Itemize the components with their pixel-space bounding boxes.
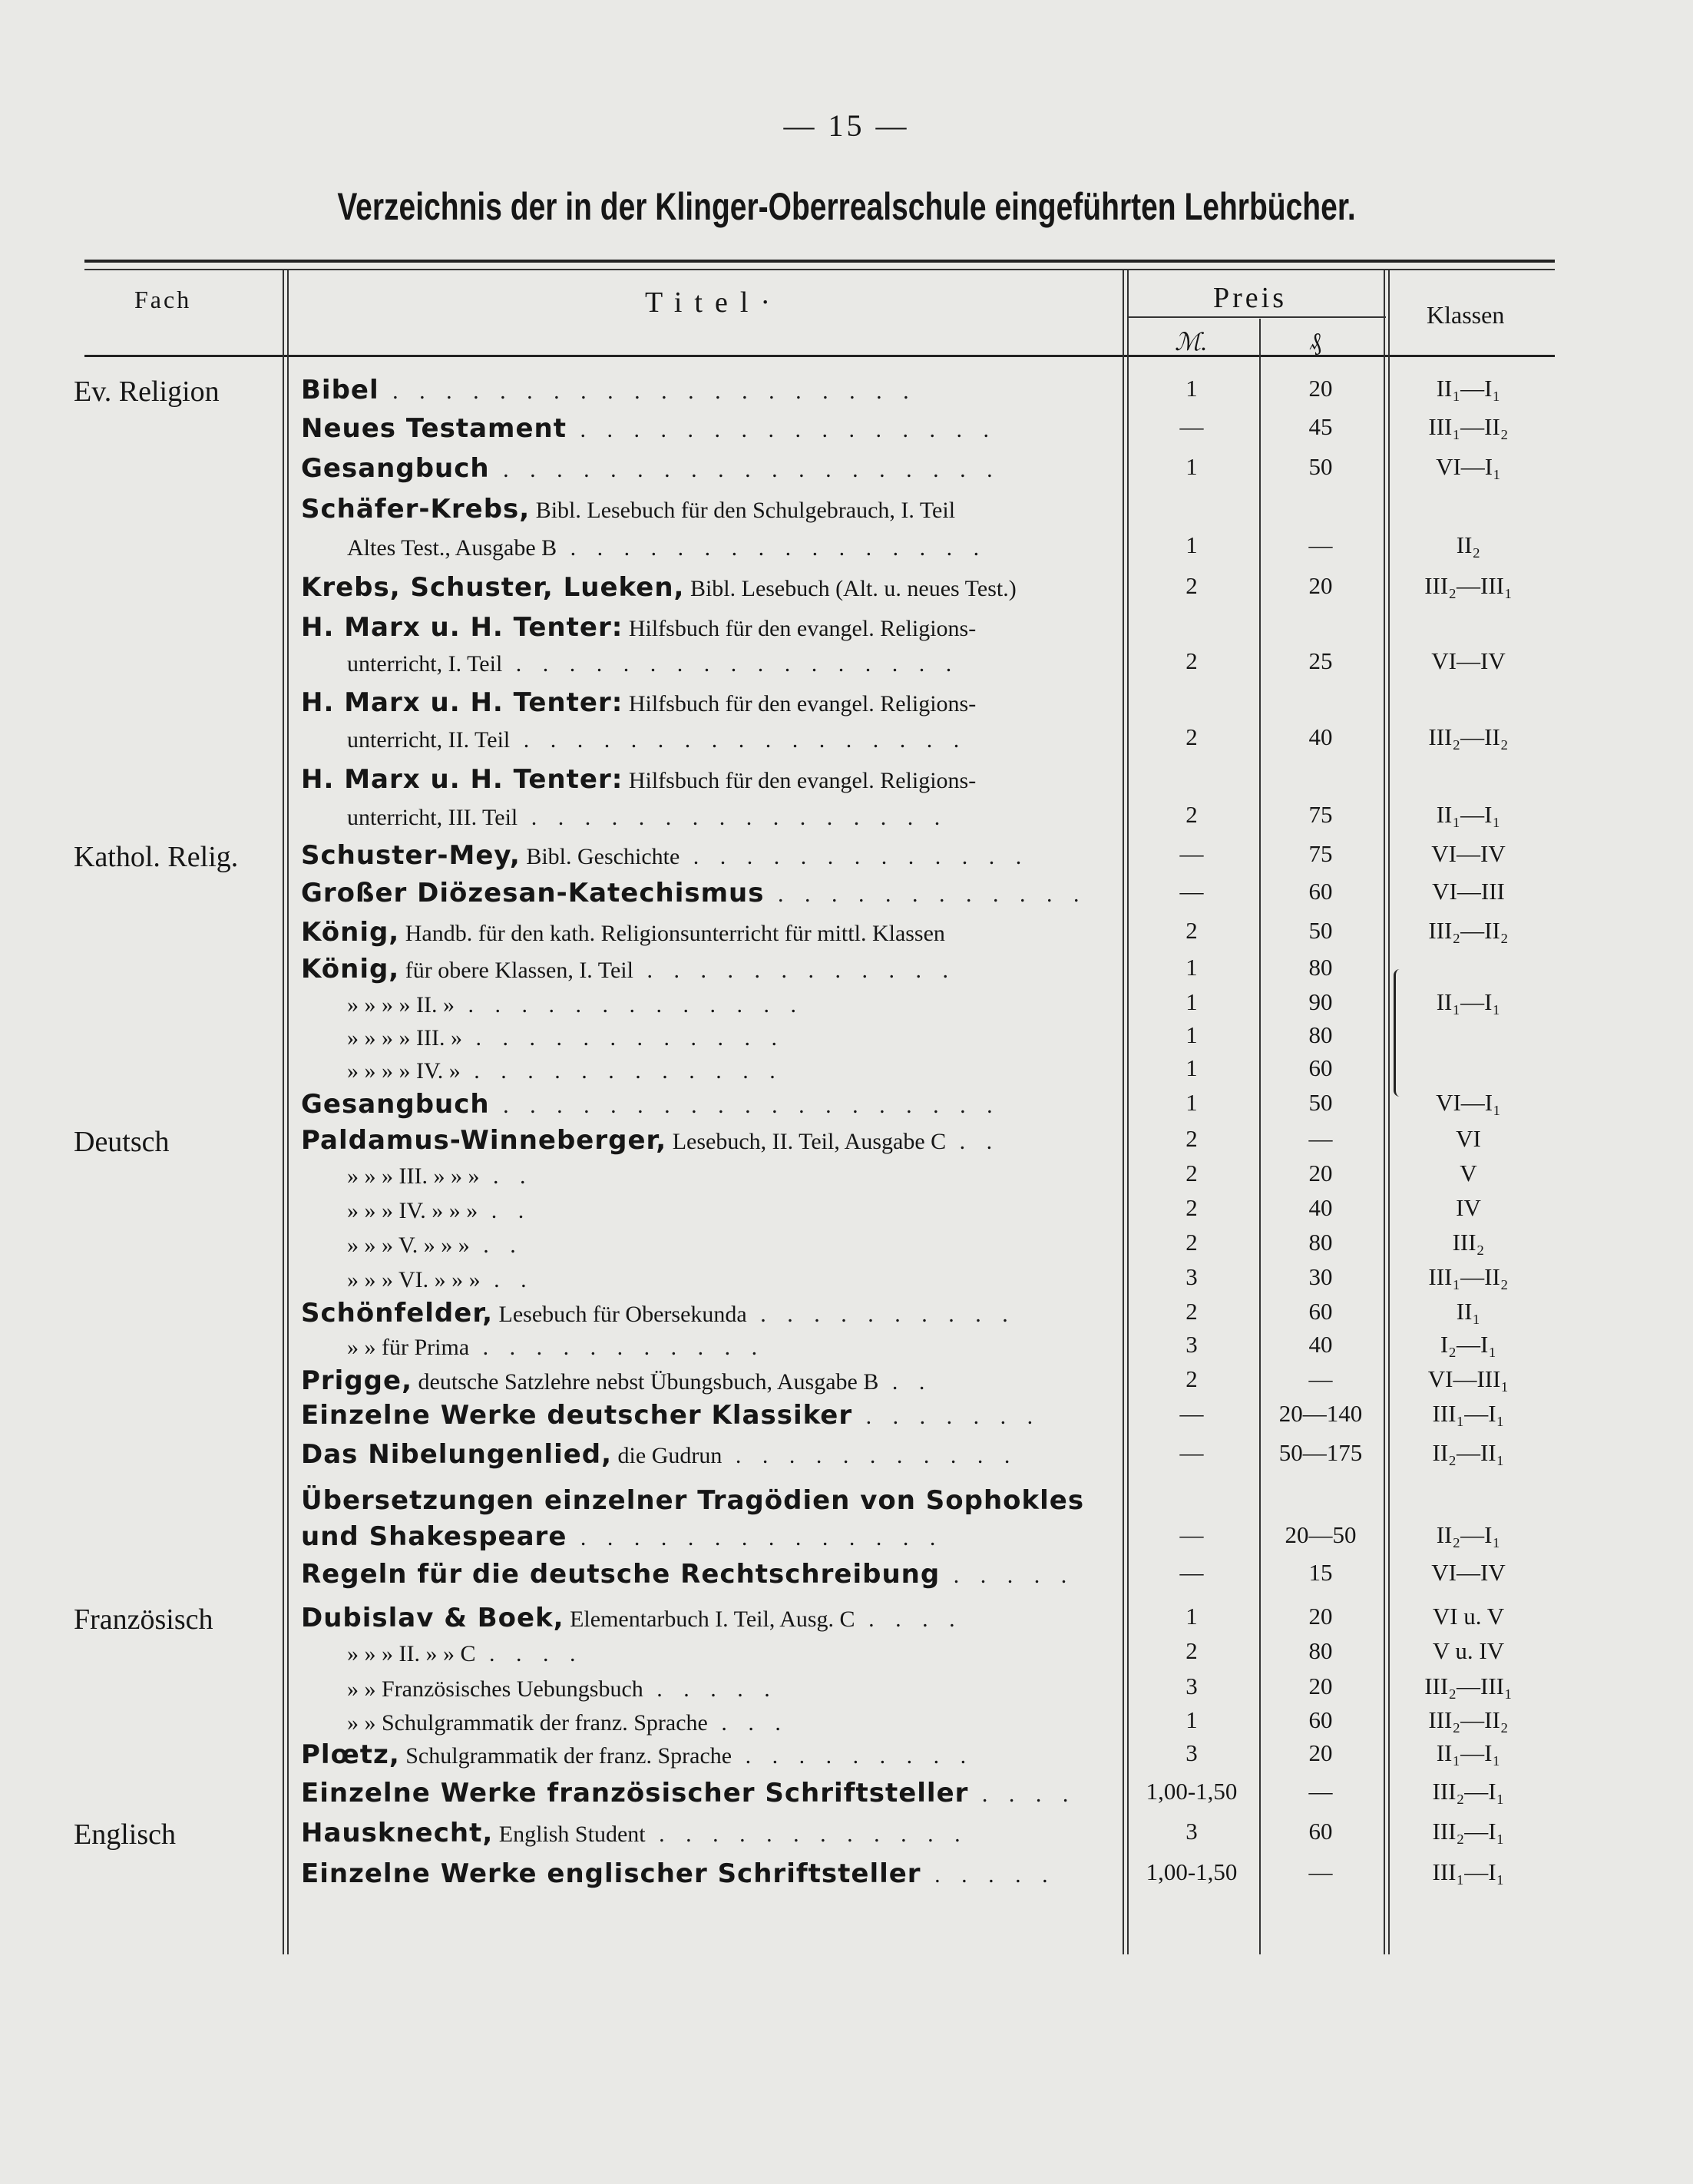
price-mark-cell: 2 <box>1185 1637 1198 1664</box>
header-pfennig: ₰ <box>1309 327 1321 355</box>
title-text: Bibl. Lesebuch für den Schulgebrauch, I. Teil <box>530 498 956 523</box>
price-pfennig-cell: 80 <box>1308 1021 1333 1048</box>
klassen-cell: I₂—I₁ <box>1440 1331 1497 1358</box>
title-text: » » » III. » » » <box>347 1163 480 1189</box>
title-text: Bibl. Geschichte <box>520 844 680 869</box>
table-row <box>0 413 1693 447</box>
table-row <box>0 1054 1693 1088</box>
leader-dots: . . . . . . . . . . . . <box>764 882 1087 907</box>
title-cell <box>301 1858 1113 1889</box>
table-row <box>0 954 1693 988</box>
title-cell <box>347 1637 1159 1668</box>
klassen-cell: II₂ <box>1456 531 1481 558</box>
title-author: Das Nibelungenlied, <box>301 1439 613 1470</box>
price-pfennig-cell: 40 <box>1308 1194 1333 1221</box>
title-cell <box>301 687 1113 718</box>
table-top-rule-thin <box>84 269 1555 270</box>
title-text: unterricht, I. Teil <box>347 651 503 677</box>
title-author: Gesangbuch <box>301 1089 490 1120</box>
price-pfennig-cell: 80 <box>1308 954 1333 981</box>
price-pfennig-cell: 20 <box>1308 1160 1333 1186</box>
klassen-cell: III₂—I₁ <box>1432 1818 1505 1845</box>
price-pfennig-cell: 25 <box>1308 647 1333 674</box>
table-header-rule <box>84 355 1555 357</box>
table-row <box>0 1439 1693 1473</box>
title-cell <box>301 1818 1113 1848</box>
title-cell <box>347 1021 1159 1052</box>
header-klassen: Klassen <box>1427 301 1505 329</box>
price-mark-cell: 2 <box>1185 1194 1198 1221</box>
price-mark-cell: 1 <box>1185 1021 1198 1048</box>
title-cell <box>301 1739 1113 1770</box>
price-pfennig-cell: 20—50 <box>1285 1521 1357 1548</box>
price-pfennig-cell: 60 <box>1308 1706 1333 1733</box>
price-pfennig-cell: 20 <box>1308 572 1333 599</box>
klassen-cell: VI—IV <box>1431 1559 1506 1586</box>
price-mark-cell: 3 <box>1185 1818 1198 1845</box>
price-pfennig-cell: 20—140 <box>1278 1400 1363 1427</box>
title-text: » » » » III. » <box>347 1025 462 1051</box>
title-cell <box>347 723 1159 754</box>
klassen-cell: III₁—I₁ <box>1432 1400 1505 1427</box>
klassen-cell: III₂—III₁ <box>1424 572 1513 599</box>
table-row <box>0 1778 1693 1812</box>
klassen-cell: II₂—I₁ <box>1436 1521 1501 1548</box>
title-cell <box>301 413 1113 444</box>
price-pfennig-cell: 15 <box>1308 1559 1333 1586</box>
price-pfennig-cell: — <box>1308 1125 1333 1152</box>
klassen-cell: II₁—I₁ <box>1436 801 1501 828</box>
price-pfennig-cell: 75 <box>1308 840 1333 867</box>
leader-dots: . . . . . . . . . . . . <box>461 1025 785 1051</box>
leader-dots: . . . . <box>855 1607 963 1632</box>
leader-dots: . . <box>478 1198 532 1223</box>
title-author: Dubislav & Boek, <box>301 1603 564 1633</box>
price-mark-cell: 1 <box>1185 1706 1198 1733</box>
price-pfennig-cell: — <box>1308 1365 1333 1392</box>
title-author: Übersetzungen einzelner Tragödien von Sophokles <box>301 1485 1085 1516</box>
table-row <box>0 917 1693 951</box>
price-mark-cell: 2 <box>1185 917 1198 944</box>
leader-dots: . . . . . . . . . . <box>746 1302 1016 1327</box>
leader-dots: . . . . . <box>921 1862 1056 1888</box>
klassen-cell: II₂—II₁ <box>1432 1439 1505 1466</box>
title-text: » » » VI. » » » <box>347 1267 481 1292</box>
title-text: unterricht, II. Teil <box>347 727 511 753</box>
title-cell <box>301 1125 1113 1156</box>
title-cell <box>301 375 1113 405</box>
leader-dots: . . . . . . . . . . . . <box>460 1058 783 1084</box>
table-row <box>0 1365 1693 1399</box>
title-text: » » » IV. » » » <box>347 1198 478 1223</box>
price-pfennig-cell: 80 <box>1308 1637 1333 1664</box>
fach-cell: Französisch <box>74 1603 213 1636</box>
table-row <box>0 1603 1693 1636</box>
title-text: » » Schulgrammatik der franz. Sprache <box>347 1710 708 1736</box>
klassen-cell: II₁—I₁ <box>1436 375 1501 402</box>
price-pfennig-cell: 40 <box>1308 1331 1333 1358</box>
price-pfennig-cell: 60 <box>1308 1818 1333 1845</box>
table-row <box>0 1637 1693 1671</box>
title-author: König, <box>301 954 400 984</box>
title-author: Schönfelder, <box>301 1298 493 1329</box>
price-mark-cell: — <box>1179 413 1204 440</box>
table-row <box>0 531 1693 565</box>
title-author: H. Marx u. H. Tenter: <box>301 764 623 795</box>
title-text: deutsche Satzlehre nebst Übungsbuch, Ausgabe B <box>412 1369 879 1395</box>
table-row <box>0 1706 1693 1740</box>
price-mark-cell: 3 <box>1185 1673 1198 1699</box>
price-mark-cell: — <box>1179 1521 1204 1548</box>
price-pfennig-cell: 30 <box>1308 1263 1333 1290</box>
table-row <box>0 1021 1693 1055</box>
klassen-cell: VI—IV <box>1431 647 1506 674</box>
leader-dots: . . . . . . . . . . . . . . <box>567 1525 944 1550</box>
price-pfennig-cell: 20 <box>1308 375 1333 402</box>
price-pfennig-cell: 40 <box>1308 723 1333 750</box>
price-mark-cell: 1 <box>1185 1054 1198 1081</box>
title-author: H. Marx u. H. Tenter: <box>301 612 623 643</box>
title-cell <box>301 1603 1113 1633</box>
price-mark-cell: 2 <box>1185 1229 1198 1256</box>
title-cell <box>301 764 1113 795</box>
table-row <box>0 1160 1693 1193</box>
title-author: Bibel <box>301 375 379 405</box>
title-author: Plœtz, <box>301 1739 400 1770</box>
leader-dots: . . <box>878 1369 933 1395</box>
klassen-cell: VI u. V <box>1432 1603 1505 1630</box>
title-cell <box>347 801 1159 832</box>
leader-dots: . . . . . . . . . . . <box>722 1443 1018 1468</box>
table-row <box>0 1229 1693 1262</box>
table-row <box>0 1818 1693 1851</box>
leader-dots: . . . . . . . . . . . . <box>645 1822 968 1847</box>
title-cell <box>347 647 1159 678</box>
klassen-cell: II₁—I₁ <box>1436 988 1501 1015</box>
leader-dots: . . . . . . . . . . . . <box>633 958 956 983</box>
table-top-rule <box>84 260 1555 263</box>
price-mark-cell: 1,00-1,50 <box>1146 1858 1238 1885</box>
title-text: Altes Test., Ausgabe B <box>347 535 557 561</box>
title-author: Schuster-Mey, <box>301 840 521 871</box>
leader-dots: . . . . . . . <box>852 1404 1041 1429</box>
klassen-cell: II₁—I₁ <box>1436 1739 1501 1766</box>
title-text: unterricht, III. Teil <box>347 805 518 830</box>
klassen-cell: III₂—II₂ <box>1428 723 1509 750</box>
title-author: Krebs, Schuster, Lueken, <box>301 572 685 603</box>
klassen-cell: VI—I₁ <box>1436 1089 1501 1116</box>
title-author: und Shakespeare <box>301 1521 567 1552</box>
title-author: Prigge, <box>301 1365 412 1396</box>
title-author: Einzelne Werke englischer Schriftsteller <box>301 1858 921 1889</box>
table-row <box>0 1125 1693 1159</box>
price-pfennig-cell: 60 <box>1308 878 1333 905</box>
price-pfennig-cell: 60 <box>1308 1054 1333 1081</box>
klassen-cell: III₂ <box>1452 1229 1485 1256</box>
title-cell <box>301 1089 1113 1120</box>
title-text: Hilfsbuch für den evangel. Religions- <box>623 768 977 793</box>
price-mark-cell: 2 <box>1185 572 1198 599</box>
price-pfennig-cell: 45 <box>1308 413 1333 440</box>
title-text: Hilfsbuch für den evangel. Religions- <box>623 616 977 641</box>
price-pfennig-cell: 20 <box>1308 1739 1333 1766</box>
klassen-cell: VI <box>1456 1125 1481 1152</box>
title-cell <box>301 1400 1113 1431</box>
klassen-cell: II₁ <box>1456 1298 1481 1325</box>
klassen-cell: III₂—III₁ <box>1424 1673 1513 1699</box>
price-pfennig-cell: 60 <box>1308 1298 1333 1325</box>
table-row <box>0 572 1693 606</box>
klassen-cell: VI—IV <box>1431 840 1506 867</box>
title-author: Regeln für die deutsche Rechtschreibung <box>301 1559 941 1590</box>
price-mark-cell: — <box>1179 878 1204 905</box>
title-cell <box>347 1706 1159 1737</box>
title-text: » » » » IV. » <box>347 1058 461 1084</box>
title-text: Lesebuch, II. Teil, Ausgabe C <box>666 1129 947 1154</box>
klassen-cell: V <box>1460 1160 1477 1186</box>
klassen-cell: VI—III <box>1432 878 1505 905</box>
title-text: die Gudrun <box>612 1443 723 1468</box>
leader-dots: . . . . . . . . . . . . . <box>454 992 804 1018</box>
table-row <box>0 1331 1693 1365</box>
table-row <box>0 1263 1693 1297</box>
price-mark-cell: 2 <box>1185 1298 1198 1325</box>
title-cell <box>301 1559 1113 1590</box>
table-row <box>0 1485 1693 1519</box>
price-pfennig-cell: 20 <box>1308 1673 1333 1699</box>
title-text: » » Französisches Uebungsbuch <box>347 1676 643 1702</box>
title-author: Paldamus-Winneberger, <box>301 1125 667 1156</box>
price-mark-cell: — <box>1179 1559 1204 1586</box>
title-text: » » für Prima <box>347 1335 470 1360</box>
leader-dots: . . . . <box>475 1641 584 1666</box>
table-row <box>0 1739 1693 1773</box>
title-text: Bibl. Lesebuch (Alt. u. neues Test.) <box>684 576 1017 601</box>
table-row <box>0 1559 1693 1593</box>
klassen-cell: III₁—I₁ <box>1432 1858 1505 1885</box>
table-row <box>0 1194 1693 1228</box>
title-author: H. Marx u. H. Tenter: <box>301 687 623 718</box>
title-author: Einzelne Werke deutscher Klassiker <box>301 1400 853 1431</box>
leader-dots: . . <box>469 1233 524 1258</box>
table-row <box>0 1521 1693 1555</box>
fach-cell: Deutsch <box>74 1126 170 1158</box>
price-mark-cell: 3 <box>1185 1739 1198 1766</box>
title-cell <box>301 1485 1113 1516</box>
title-cell <box>347 1054 1159 1085</box>
price-pfennig-cell: 80 <box>1308 1229 1333 1256</box>
title-author: Hausknecht, <box>301 1818 494 1848</box>
header-preis: Preis <box>1213 282 1287 314</box>
title-text: Lesebuch für Obersekunda <box>493 1302 747 1327</box>
leader-dots: . . . . . . . . . . . . . . . . <box>517 805 948 830</box>
price-pfennig-cell: 20 <box>1308 1603 1333 1630</box>
price-mark-cell: 1 <box>1185 988 1198 1015</box>
table-row <box>0 1673 1693 1706</box>
leader-dots: . . . . <box>968 1782 1076 1807</box>
title-cell <box>301 917 1113 948</box>
table-row <box>0 1298 1693 1332</box>
leader-dots: . . . . . . . . . . . . . . . . <box>566 417 997 442</box>
title-cell <box>301 572 1113 603</box>
price-pfennig-cell: — <box>1308 1778 1333 1805</box>
price-pfennig-cell: 90 <box>1308 988 1333 1015</box>
table-row <box>0 494 1693 528</box>
table-row <box>0 687 1693 721</box>
header-mark: ℳ. <box>1175 328 1208 356</box>
leader-dots: . . . . . . . . . . . . . . . . . . . <box>489 1093 1000 1118</box>
title-text: » » » » II. » <box>347 992 455 1018</box>
title-cell <box>301 453 1113 484</box>
title-cell <box>347 1160 1159 1190</box>
price-mark-cell: 3 <box>1185 1263 1198 1290</box>
klassen-cell: V u. IV <box>1432 1637 1505 1664</box>
price-mark-cell: — <box>1179 1439 1204 1466</box>
title-text: für obere Klassen, I. Teil <box>399 958 633 983</box>
table-row <box>0 801 1693 835</box>
leader-dots: . . . . . . . . . . . . . . . . . <box>502 651 960 677</box>
title-cell <box>301 878 1113 908</box>
title-cell <box>347 1673 1159 1703</box>
price-mark-cell: 1 <box>1185 1603 1198 1630</box>
price-pfennig-cell: 50 <box>1308 1089 1333 1116</box>
price-mark-cell: — <box>1179 1400 1204 1427</box>
klassen-cell: VI—I₁ <box>1436 453 1501 480</box>
table-row <box>0 1400 1693 1434</box>
title-text: Elementarbuch I. Teil, Ausg. C <box>564 1607 855 1632</box>
title-cell <box>347 1331 1159 1362</box>
price-mark-cell: 2 <box>1185 1365 1198 1392</box>
price-pfennig-cell: 75 <box>1308 801 1333 828</box>
leader-dots: . . <box>479 1163 534 1189</box>
table-row <box>0 647 1693 681</box>
klassen-cell: III₁—II₂ <box>1428 413 1509 440</box>
header-fach: Fach <box>134 286 192 313</box>
title-cell <box>301 1298 1113 1329</box>
price-mark-cell: — <box>1179 840 1204 867</box>
leader-dots: . . . . . . . . . . . . . . . . . . . <box>489 457 1000 482</box>
title-cell <box>347 531 1159 562</box>
table-row <box>0 764 1693 798</box>
leader-dots: . . . . . . . . . . . . . . . . . . . . <box>379 379 917 404</box>
title-cell <box>301 612 1113 643</box>
leader-dots: . . . . . <box>643 1676 778 1702</box>
title-cell <box>301 840 1113 871</box>
preis-header-rule <box>1129 316 1386 318</box>
title-cell <box>301 494 1113 524</box>
title-cell <box>347 988 1159 1019</box>
title-cell <box>301 954 1113 984</box>
klassen-cell: III₁—II₂ <box>1428 1263 1509 1290</box>
price-mark-cell: 1 <box>1185 954 1198 981</box>
title-cell <box>347 1263 1159 1294</box>
leader-dots: . . . . . . . . . . . . . . . . . <box>510 727 967 753</box>
table-row <box>0 723 1693 757</box>
price-mark-cell: 2 <box>1185 723 1198 750</box>
leader-dots: . . . <box>707 1710 789 1736</box>
price-mark-cell: 1,00-1,50 <box>1146 1778 1238 1805</box>
title-text: Schulgrammatik der franz. Sprache <box>399 1743 732 1769</box>
table-row <box>0 375 1693 409</box>
price-pfennig-cell: 50 <box>1308 453 1333 480</box>
page-title: Verzeichnis der in der Klinger-Oberrealschule eingeführten Lehrbücher. <box>337 185 1356 228</box>
klassen-cell: III₂—I₁ <box>1432 1778 1505 1805</box>
leader-dots: . . . . . <box>940 1563 1075 1588</box>
price-mark-cell: 1 <box>1185 375 1198 402</box>
leader-dots: . . . . . . . . . . . . . <box>680 844 1030 869</box>
title-author: Gesangbuch <box>301 453 490 484</box>
table-row <box>0 1858 1693 1892</box>
price-mark-cell: 1 <box>1185 531 1198 558</box>
page-number: — 15 — <box>783 108 910 143</box>
fach-cell: Englisch <box>74 1818 176 1851</box>
title-author: Großer Diözesan-Katechismus <box>301 878 765 908</box>
title-text: English Student <box>493 1822 646 1847</box>
title-text: Hilfsbuch für den evangel. Religions- <box>623 691 977 716</box>
title-text: » » » V. » » » <box>347 1233 470 1258</box>
title-cell <box>301 1521 1113 1552</box>
title-author: König, <box>301 917 400 948</box>
price-mark-cell: 1 <box>1185 453 1198 480</box>
title-author: Einzelne Werke französischer Schriftsteller <box>301 1778 969 1808</box>
title-cell <box>347 1229 1159 1259</box>
price-mark-cell: 2 <box>1185 1125 1198 1152</box>
price-pfennig-cell: 50 <box>1308 917 1333 944</box>
title-author: Neues Testament <box>301 413 567 444</box>
leader-dots: . . <box>480 1267 534 1292</box>
price-pfennig-cell: — <box>1308 1858 1333 1885</box>
table-row <box>0 840 1693 874</box>
title-cell <box>347 1194 1159 1225</box>
title-author: Schäfer-Krebs, <box>301 494 531 524</box>
title-text: » » » II. » » C <box>347 1641 476 1666</box>
leader-dots: . . . . . . . . . . . <box>469 1335 765 1360</box>
table-row <box>0 878 1693 912</box>
table-row <box>0 612 1693 646</box>
title-text: Handb. für den kath. Religionsunterricht für mittl. Klassen <box>399 921 945 946</box>
price-mark-cell: 2 <box>1185 647 1198 674</box>
klassen-brace <box>1394 969 1407 1097</box>
title-cell <box>301 1365 1113 1396</box>
title-cell <box>301 1778 1113 1808</box>
leader-dots: . . . . . . . . . . . . . . . . <box>557 535 987 561</box>
price-mark-cell: 2 <box>1185 801 1198 828</box>
klassen-cell: III₂—II₂ <box>1428 917 1509 944</box>
price-mark-cell: 3 <box>1185 1331 1198 1358</box>
title-cell <box>301 1439 1113 1470</box>
price-pfennig-cell: — <box>1308 531 1333 558</box>
klassen-cell: VI—III₁ <box>1427 1365 1509 1392</box>
fach-cell: Kathol. Relig. <box>74 841 239 873</box>
table-row <box>0 1089 1693 1123</box>
table-row <box>0 988 1693 1022</box>
fach-cell: Ev. Religion <box>74 376 220 408</box>
price-mark-cell: 2 <box>1185 1160 1198 1186</box>
klassen-cell: III₂—II₂ <box>1428 1706 1509 1733</box>
price-pfennig-cell: 50—175 <box>1278 1439 1363 1466</box>
header-titel: Titel· <box>645 286 783 319</box>
leader-dots: . . . . . . . . . <box>732 1743 974 1769</box>
price-mark-cell: 1 <box>1185 1089 1198 1116</box>
klassen-cell: IV <box>1456 1194 1481 1221</box>
leader-dots: . . <box>946 1129 1000 1154</box>
table-row <box>0 453 1693 487</box>
